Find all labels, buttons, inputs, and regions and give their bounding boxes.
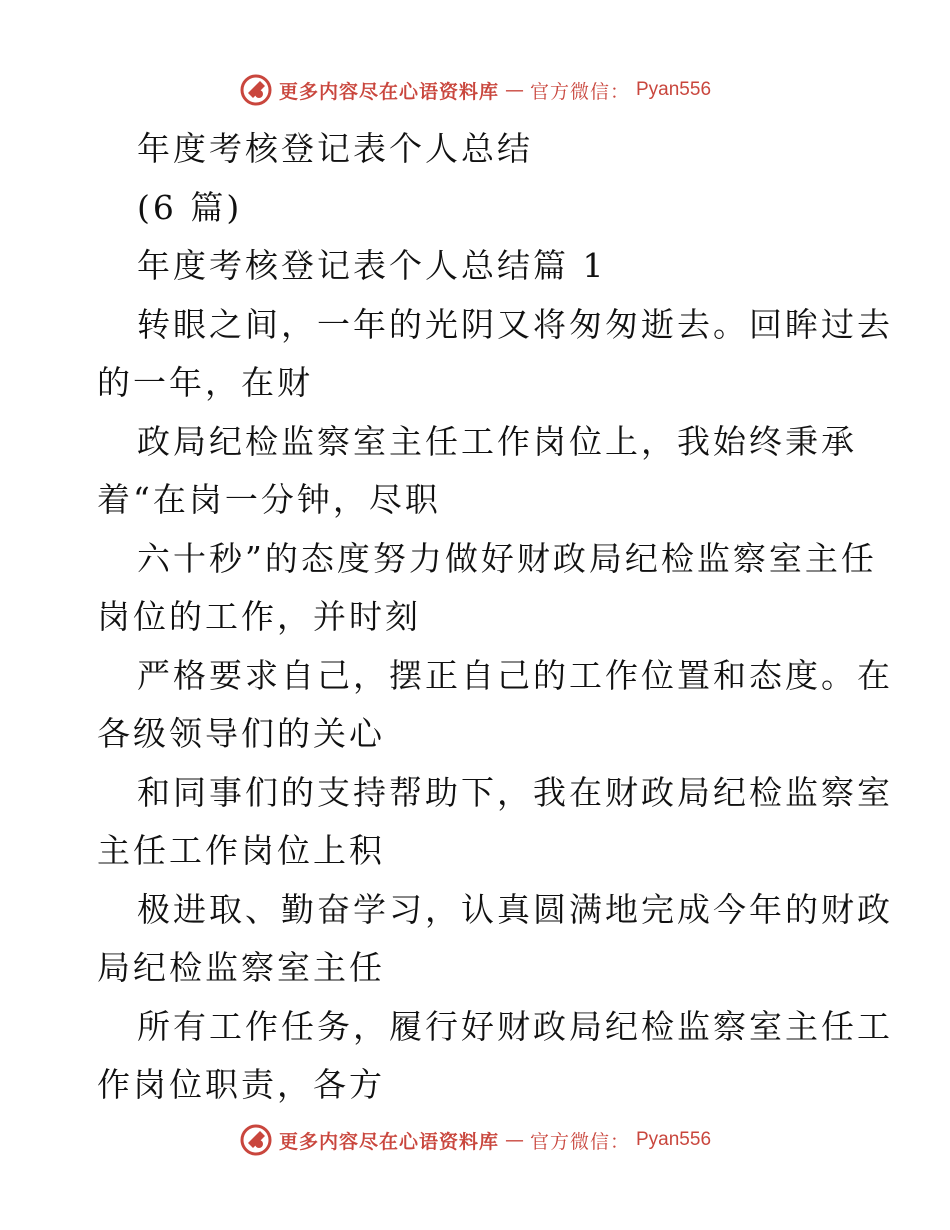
text-line: 着“在岗一分钟，尽职 <box>97 480 441 519</box>
text-line: 和同事们的支持帮助下，我在财政局纪检监察室 <box>137 772 893 812</box>
document-body <box>97 120 893 1115</box>
text-line: 各级领导们的关心 <box>97 714 385 753</box>
watermark-main-text: 更多内容尽在心语资料库 <box>278 1130 499 1153</box>
text-line: 岗位的工作，并时刻 <box>97 597 421 636</box>
text-line: 年度考核登记表个人总结篇 1 <box>137 246 607 285</box>
watermark-account: Pyan556 <box>636 1129 712 1150</box>
watermark-official-label: 官方微信： <box>529 80 630 103</box>
text-line: 所有工作任务，履行好财政局纪检监察室主任工 <box>137 1006 893 1046</box>
text-line: 极进取、勤奋学习，认真圆满地完成今年的财政 <box>137 889 893 929</box>
text-line: 局纪检监察室主任 <box>97 948 385 987</box>
watermark-main-text: 更多内容尽在心语资料库 <box>278 80 499 103</box>
text-line: 转眼之间，一年的光阴又将匆匆逝去。回眸过去 <box>137 304 893 344</box>
text-line: 严格要求自己，摆正自己的工作位置和态度。在 <box>137 655 893 695</box>
text-line: (6 篇) <box>137 187 243 227</box>
watermark-separator: — <box>504 79 524 101</box>
text-line: 的一年，在财 <box>97 363 313 402</box>
text-line: 年度考核登记表个人总结 <box>137 129 533 168</box>
brand-logo-icon <box>239 73 273 107</box>
watermark-separator: — <box>504 1129 524 1151</box>
brand-logo-icon <box>239 1123 273 1157</box>
text-line: 主任工作岗位上积 <box>97 831 385 870</box>
watermark-official-label: 官方微信： <box>529 1130 630 1153</box>
text-line: 六十秒”的态度努力做好财政局纪检监察室主任 <box>137 538 877 578</box>
text-line: 政局纪检监察室主任工作岗位上，我始终秉承 <box>137 421 857 461</box>
footer-watermark <box>0 1120 950 1160</box>
watermark-account: Pyan556 <box>636 79 712 100</box>
header-watermark <box>0 70 950 110</box>
text-line: 作岗位职责，各方 <box>97 1065 385 1104</box>
